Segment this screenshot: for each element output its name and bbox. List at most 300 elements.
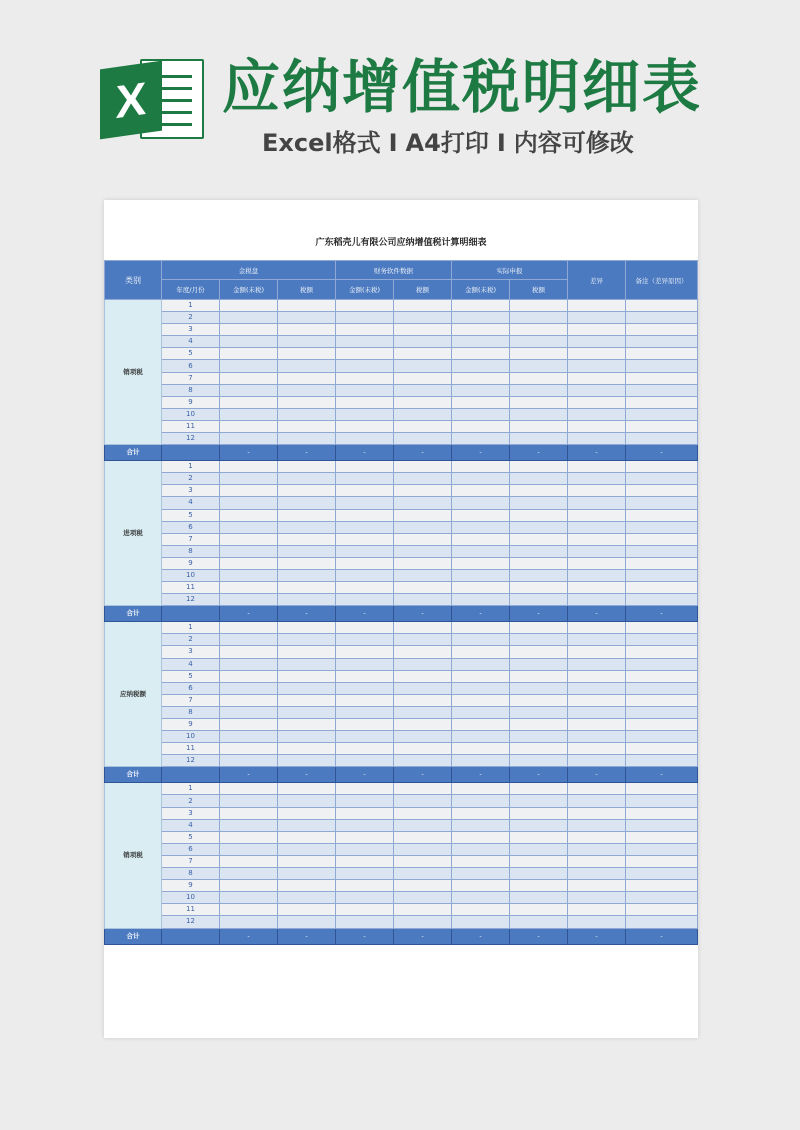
data-cell[interactable] <box>452 731 510 743</box>
month-cell[interactable]: 12 <box>162 755 220 767</box>
data-cell[interactable] <box>394 545 452 557</box>
data-cell[interactable] <box>220 646 278 658</box>
data-cell[interactable] <box>626 372 698 384</box>
data-cell[interactable] <box>220 658 278 670</box>
data-cell[interactable] <box>568 324 626 336</box>
data-cell[interactable] <box>394 497 452 509</box>
data-cell[interactable] <box>394 509 452 521</box>
data-cell[interactable] <box>336 634 394 646</box>
data-cell[interactable] <box>626 622 698 634</box>
month-cell[interactable]: 9 <box>162 719 220 731</box>
month-cell[interactable]: 10 <box>162 892 220 904</box>
data-cell[interactable] <box>626 594 698 606</box>
data-cell[interactable] <box>510 594 568 606</box>
data-cell[interactable] <box>278 622 336 634</box>
data-cell[interactable] <box>336 312 394 324</box>
data-cell[interactable] <box>452 831 510 843</box>
data-cell[interactable] <box>220 473 278 485</box>
data-cell[interactable] <box>568 557 626 569</box>
data-cell[interactable] <box>220 312 278 324</box>
data-cell[interactable] <box>278 880 336 892</box>
month-cell[interactable]: 3 <box>162 807 220 819</box>
data-cell[interactable] <box>568 694 626 706</box>
data-cell[interactable] <box>568 497 626 509</box>
data-cell[interactable] <box>394 312 452 324</box>
data-cell[interactable] <box>278 497 336 509</box>
data-cell[interactable] <box>220 904 278 916</box>
month-cell[interactable]: 10 <box>162 569 220 581</box>
data-cell[interactable] <box>394 336 452 348</box>
total-value-cell[interactable]: - <box>336 767 394 783</box>
data-cell[interactable] <box>394 743 452 755</box>
data-cell[interactable] <box>510 783 568 795</box>
data-cell[interactable] <box>510 348 568 360</box>
data-cell[interactable] <box>278 795 336 807</box>
data-cell[interactable] <box>394 731 452 743</box>
data-cell[interactable] <box>278 533 336 545</box>
data-cell[interactable] <box>568 731 626 743</box>
data-cell[interactable] <box>394 706 452 718</box>
data-cell[interactable] <box>220 408 278 420</box>
data-cell[interactable] <box>568 582 626 594</box>
data-cell[interactable] <box>336 324 394 336</box>
data-cell[interactable] <box>394 521 452 533</box>
data-cell[interactable] <box>220 569 278 581</box>
data-cell[interactable] <box>336 360 394 372</box>
data-cell[interactable] <box>568 831 626 843</box>
data-cell[interactable] <box>452 300 510 312</box>
data-cell[interactable] <box>626 336 698 348</box>
month-cell[interactable]: 1 <box>162 783 220 795</box>
data-cell[interactable] <box>278 706 336 718</box>
data-cell[interactable] <box>336 533 394 545</box>
data-cell[interactable] <box>336 372 394 384</box>
month-cell[interactable]: 8 <box>162 868 220 880</box>
month-cell[interactable]: 6 <box>162 360 220 372</box>
data-cell[interactable] <box>452 795 510 807</box>
data-cell[interactable] <box>278 300 336 312</box>
data-cell[interactable] <box>220 731 278 743</box>
data-cell[interactable] <box>452 324 510 336</box>
data-cell[interactable] <box>278 594 336 606</box>
data-cell[interactable] <box>220 348 278 360</box>
month-cell[interactable]: 2 <box>162 312 220 324</box>
data-cell[interactable] <box>394 348 452 360</box>
data-cell[interactable] <box>510 855 568 867</box>
data-cell[interactable] <box>394 622 452 634</box>
data-cell[interactable] <box>626 521 698 533</box>
data-cell[interactable] <box>452 594 510 606</box>
data-cell[interactable] <box>626 682 698 694</box>
data-cell[interactable] <box>510 743 568 755</box>
data-cell[interactable] <box>394 300 452 312</box>
month-cell[interactable]: 2 <box>162 473 220 485</box>
total-value-cell[interactable]: - <box>626 445 698 461</box>
data-cell[interactable] <box>452 473 510 485</box>
data-cell[interactable] <box>626 807 698 819</box>
total-value-cell[interactable]: - <box>394 767 452 783</box>
data-cell[interactable] <box>394 843 452 855</box>
data-cell[interactable] <box>510 497 568 509</box>
data-cell[interactable] <box>452 855 510 867</box>
data-cell[interactable] <box>394 646 452 658</box>
data-cell[interactable] <box>394 461 452 473</box>
data-cell[interactable] <box>220 433 278 445</box>
data-cell[interactable] <box>510 819 568 831</box>
total-value-cell[interactable]: - <box>452 445 510 461</box>
total-value-cell[interactable]: - <box>336 606 394 622</box>
data-cell[interactable] <box>394 372 452 384</box>
data-cell[interactable] <box>394 569 452 581</box>
data-cell[interactable] <box>510 670 568 682</box>
month-cell[interactable]: 8 <box>162 545 220 557</box>
data-cell[interactable] <box>336 557 394 569</box>
data-cell[interactable] <box>278 868 336 880</box>
data-cell[interactable] <box>568 719 626 731</box>
data-cell[interactable] <box>220 420 278 432</box>
data-cell[interactable] <box>510 384 568 396</box>
data-cell[interactable] <box>336 622 394 634</box>
data-cell[interactable] <box>278 521 336 533</box>
data-cell[interactable] <box>220 582 278 594</box>
data-cell[interactable] <box>626 904 698 916</box>
data-cell[interactable] <box>394 533 452 545</box>
data-cell[interactable] <box>568 594 626 606</box>
data-cell[interactable] <box>278 892 336 904</box>
data-cell[interactable] <box>452 868 510 880</box>
month-cell[interactable]: 2 <box>162 795 220 807</box>
data-cell[interactable] <box>336 569 394 581</box>
data-cell[interactable] <box>278 634 336 646</box>
data-cell[interactable] <box>336 916 394 928</box>
data-cell[interactable] <box>568 509 626 521</box>
data-cell[interactable] <box>336 670 394 682</box>
total-value-cell[interactable]: - <box>452 928 510 944</box>
data-cell[interactable] <box>336 743 394 755</box>
month-cell[interactable]: 6 <box>162 843 220 855</box>
data-cell[interactable] <box>626 658 698 670</box>
data-cell[interactable] <box>394 420 452 432</box>
month-cell[interactable]: 8 <box>162 706 220 718</box>
data-cell[interactable] <box>336 880 394 892</box>
data-cell[interactable] <box>626 497 698 509</box>
total-value-cell[interactable]: - <box>626 928 698 944</box>
data-cell[interactable] <box>626 731 698 743</box>
data-cell[interactable] <box>336 731 394 743</box>
data-cell[interactable] <box>510 682 568 694</box>
data-cell[interactable] <box>220 533 278 545</box>
data-cell[interactable] <box>278 694 336 706</box>
data-cell[interactable] <box>452 485 510 497</box>
total-value-cell[interactable]: - <box>394 445 452 461</box>
data-cell[interactable] <box>510 694 568 706</box>
data-cell[interactable] <box>220 855 278 867</box>
data-cell[interactable] <box>278 433 336 445</box>
data-cell[interactable] <box>394 324 452 336</box>
data-cell[interactable] <box>452 634 510 646</box>
data-cell[interactable] <box>452 384 510 396</box>
month-cell[interactable]: 1 <box>162 300 220 312</box>
data-cell[interactable] <box>220 300 278 312</box>
data-cell[interactable] <box>626 485 698 497</box>
data-cell[interactable] <box>336 694 394 706</box>
data-cell[interactable] <box>510 880 568 892</box>
data-cell[interactable] <box>510 324 568 336</box>
data-cell[interactable] <box>568 706 626 718</box>
data-cell[interactable] <box>278 360 336 372</box>
month-cell[interactable]: 11 <box>162 420 220 432</box>
data-cell[interactable] <box>278 384 336 396</box>
month-cell[interactable]: 11 <box>162 582 220 594</box>
data-cell[interactable] <box>568 755 626 767</box>
month-cell[interactable]: 4 <box>162 336 220 348</box>
data-cell[interactable] <box>510 545 568 557</box>
total-value-cell[interactable]: - <box>220 606 278 622</box>
data-cell[interactable] <box>278 312 336 324</box>
data-cell[interactable] <box>510 372 568 384</box>
total-value-cell[interactable]: - <box>626 606 698 622</box>
data-cell[interactable] <box>510 396 568 408</box>
data-cell[interactable] <box>220 795 278 807</box>
data-cell[interactable] <box>278 420 336 432</box>
data-cell[interactable] <box>336 408 394 420</box>
data-cell[interactable] <box>394 408 452 420</box>
data-cell[interactable] <box>452 521 510 533</box>
data-cell[interactable] <box>336 658 394 670</box>
data-cell[interactable] <box>394 658 452 670</box>
total-value-cell[interactable]: - <box>220 767 278 783</box>
data-cell[interactable] <box>336 783 394 795</box>
data-cell[interactable] <box>278 582 336 594</box>
data-cell[interactable] <box>394 682 452 694</box>
data-cell[interactable] <box>568 622 626 634</box>
total-value-cell[interactable]: - <box>568 606 626 622</box>
total-value-cell[interactable]: - <box>510 928 568 944</box>
data-cell[interactable] <box>394 755 452 767</box>
data-cell[interactable] <box>336 904 394 916</box>
data-cell[interactable] <box>510 892 568 904</box>
data-cell[interactable] <box>568 916 626 928</box>
data-cell[interactable] <box>452 694 510 706</box>
data-cell[interactable] <box>626 843 698 855</box>
data-cell[interactable] <box>510 795 568 807</box>
month-cell[interactable]: 7 <box>162 694 220 706</box>
data-cell[interactable] <box>626 743 698 755</box>
data-cell[interactable] <box>278 855 336 867</box>
data-cell[interactable] <box>510 312 568 324</box>
month-cell[interactable]: 7 <box>162 533 220 545</box>
total-value-cell[interactable]: - <box>510 445 568 461</box>
data-cell[interactable] <box>626 855 698 867</box>
data-cell[interactable] <box>220 880 278 892</box>
data-cell[interactable] <box>336 843 394 855</box>
data-cell[interactable] <box>220 396 278 408</box>
data-cell[interactable] <box>452 582 510 594</box>
month-cell[interactable]: 6 <box>162 682 220 694</box>
data-cell[interactable] <box>510 420 568 432</box>
data-cell[interactable] <box>278 719 336 731</box>
data-cell[interactable] <box>626 348 698 360</box>
total-value-cell[interactable]: - <box>278 928 336 944</box>
data-cell[interactable] <box>336 795 394 807</box>
data-cell[interactable] <box>626 473 698 485</box>
data-cell[interactable] <box>626 545 698 557</box>
data-cell[interactable] <box>394 880 452 892</box>
data-cell[interactable] <box>510 360 568 372</box>
data-cell[interactable] <box>510 807 568 819</box>
data-cell[interactable] <box>220 594 278 606</box>
data-cell[interactable] <box>510 706 568 718</box>
data-cell[interactable] <box>336 461 394 473</box>
data-cell[interactable] <box>510 433 568 445</box>
data-cell[interactable] <box>452 892 510 904</box>
data-cell[interactable] <box>336 892 394 904</box>
data-cell[interactable] <box>278 646 336 658</box>
data-cell[interactable] <box>626 533 698 545</box>
total-value-cell[interactable]: - <box>220 928 278 944</box>
data-cell[interactable] <box>336 755 394 767</box>
data-cell[interactable] <box>568 312 626 324</box>
data-cell[interactable] <box>336 594 394 606</box>
data-cell[interactable] <box>336 433 394 445</box>
data-cell[interactable] <box>452 497 510 509</box>
data-cell[interactable] <box>452 336 510 348</box>
data-cell[interactable] <box>336 831 394 843</box>
data-cell[interactable] <box>278 783 336 795</box>
data-cell[interactable] <box>394 594 452 606</box>
data-cell[interactable] <box>510 521 568 533</box>
data-cell[interactable] <box>452 783 510 795</box>
data-cell[interactable] <box>278 831 336 843</box>
data-cell[interactable] <box>510 719 568 731</box>
data-cell[interactable] <box>626 783 698 795</box>
data-cell[interactable] <box>220 670 278 682</box>
data-cell[interactable] <box>452 880 510 892</box>
data-cell[interactable] <box>510 831 568 843</box>
total-value-cell[interactable]: - <box>278 767 336 783</box>
data-cell[interactable] <box>220 755 278 767</box>
total-value-cell[interactable]: - <box>452 606 510 622</box>
data-cell[interactable] <box>336 497 394 509</box>
data-cell[interactable] <box>626 408 698 420</box>
data-cell[interactable] <box>568 348 626 360</box>
data-cell[interactable] <box>626 892 698 904</box>
data-cell[interactable] <box>568 634 626 646</box>
data-cell[interactable] <box>510 916 568 928</box>
data-cell[interactable] <box>568 433 626 445</box>
data-cell[interactable] <box>336 807 394 819</box>
data-cell[interactable] <box>336 868 394 880</box>
month-cell[interactable]: 3 <box>162 324 220 336</box>
data-cell[interactable] <box>336 719 394 731</box>
data-cell[interactable] <box>394 719 452 731</box>
data-cell[interactable] <box>278 545 336 557</box>
data-cell[interactable] <box>394 360 452 372</box>
data-cell[interactable] <box>394 694 452 706</box>
data-cell[interactable] <box>510 557 568 569</box>
data-cell[interactable] <box>568 545 626 557</box>
data-cell[interactable] <box>394 783 452 795</box>
data-cell[interactable] <box>510 509 568 521</box>
data-cell[interactable] <box>568 533 626 545</box>
month-cell[interactable]: 7 <box>162 372 220 384</box>
data-cell[interactable] <box>336 582 394 594</box>
data-cell[interactable] <box>452 743 510 755</box>
data-cell[interactable] <box>278 670 336 682</box>
data-cell[interactable] <box>452 433 510 445</box>
month-cell[interactable]: 12 <box>162 916 220 928</box>
data-cell[interactable] <box>510 473 568 485</box>
data-cell[interactable] <box>626 384 698 396</box>
data-cell[interactable] <box>510 843 568 855</box>
data-cell[interactable] <box>452 916 510 928</box>
data-cell[interactable] <box>568 384 626 396</box>
data-cell[interactable] <box>220 336 278 348</box>
data-cell[interactable] <box>510 533 568 545</box>
data-cell[interactable] <box>452 819 510 831</box>
data-cell[interactable] <box>568 743 626 755</box>
month-cell[interactable]: 12 <box>162 594 220 606</box>
month-cell[interactable]: 11 <box>162 904 220 916</box>
data-cell[interactable] <box>626 557 698 569</box>
data-cell[interactable] <box>220 892 278 904</box>
data-cell[interactable] <box>452 706 510 718</box>
data-cell[interactable] <box>568 880 626 892</box>
data-cell[interactable] <box>568 819 626 831</box>
data-cell[interactable] <box>278 904 336 916</box>
data-cell[interactable] <box>626 433 698 445</box>
data-cell[interactable] <box>220 783 278 795</box>
data-cell[interactable] <box>626 670 698 682</box>
data-cell[interactable] <box>626 634 698 646</box>
month-cell[interactable]: 1 <box>162 622 220 634</box>
data-cell[interactable] <box>220 694 278 706</box>
data-cell[interactable] <box>394 868 452 880</box>
data-cell[interactable] <box>568 646 626 658</box>
data-cell[interactable] <box>626 916 698 928</box>
data-cell[interactable] <box>278 843 336 855</box>
data-cell[interactable] <box>336 706 394 718</box>
data-cell[interactable] <box>278 324 336 336</box>
data-cell[interactable] <box>220 521 278 533</box>
data-cell[interactable] <box>568 372 626 384</box>
data-cell[interactable] <box>220 843 278 855</box>
data-cell[interactable] <box>452 755 510 767</box>
month-cell[interactable]: 3 <box>162 485 220 497</box>
data-cell[interactable] <box>626 312 698 324</box>
data-cell[interactable] <box>336 473 394 485</box>
data-cell[interactable] <box>568 569 626 581</box>
data-cell[interactable] <box>336 819 394 831</box>
data-cell[interactable] <box>220 743 278 755</box>
data-cell[interactable] <box>452 682 510 694</box>
data-cell[interactable] <box>336 646 394 658</box>
data-cell[interactable] <box>278 658 336 670</box>
data-cell[interactable] <box>568 904 626 916</box>
data-cell[interactable] <box>452 658 510 670</box>
total-value-cell[interactable]: - <box>510 767 568 783</box>
month-cell[interactable]: 10 <box>162 731 220 743</box>
data-cell[interactable] <box>452 461 510 473</box>
data-cell[interactable] <box>394 855 452 867</box>
data-cell[interactable] <box>568 658 626 670</box>
data-cell[interactable] <box>220 372 278 384</box>
data-cell[interactable] <box>394 396 452 408</box>
data-cell[interactable] <box>568 461 626 473</box>
month-cell[interactable]: 9 <box>162 880 220 892</box>
data-cell[interactable] <box>394 831 452 843</box>
total-value-cell[interactable]: - <box>568 767 626 783</box>
